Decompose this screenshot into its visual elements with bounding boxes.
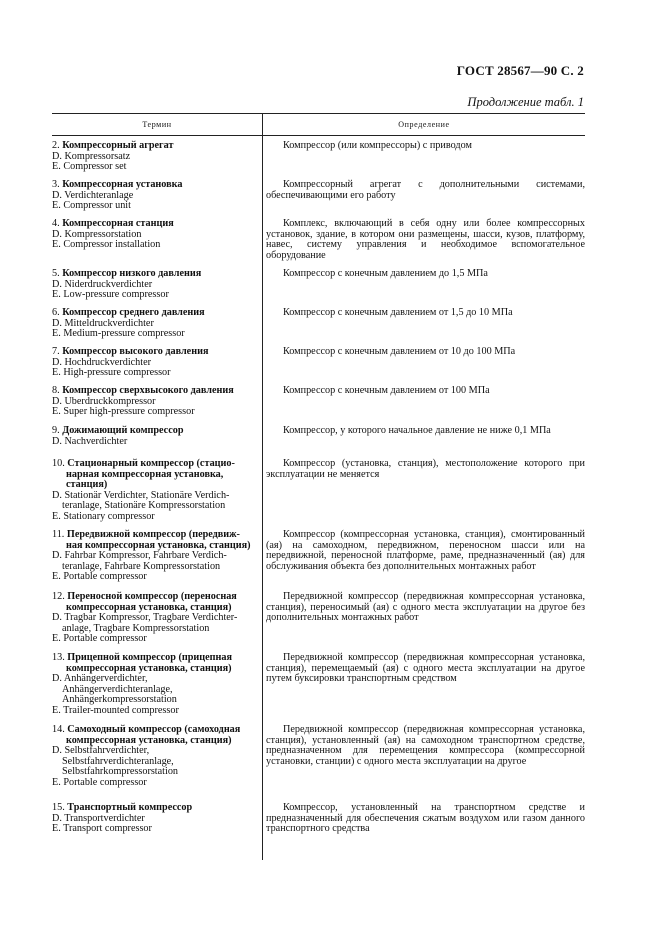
term-cell — [52, 459, 258, 523]
definition-text: Компрессор, у которого начальное давление не ниже 0,1 МПа — [283, 425, 551, 436]
term-german: D. Kompressorstation — [52, 228, 142, 240]
term-german: D. Tragbar Kompressor, Tragbare Verdichter- — [52, 612, 238, 624]
term-russian-text: Прицепной компрессор (прицепная — [67, 652, 233, 663]
table-row — [52, 426, 585, 447]
term-number: 10. — [52, 458, 65, 469]
term-number: 8. — [52, 385, 60, 396]
definition-text: Компрессор с конечным давлением от 100 МПа — [283, 385, 490, 396]
term-english: E. Transport compressor — [52, 823, 152, 835]
term-cell — [52, 725, 258, 789]
definition-cell — [266, 459, 585, 480]
term-russian-text: Компрессорная установка — [62, 179, 183, 190]
table-row — [52, 592, 585, 645]
term-german: D. Fahrbar Kompressor, Fahrbare Verdich- — [52, 550, 227, 562]
term-russian-text: Переносной компрессор (переносная — [67, 591, 237, 602]
term-russian — [52, 269, 258, 280]
term-russian — [52, 180, 258, 191]
term-russian-text: Компрессорный агрегат — [62, 140, 174, 151]
definition-text: Компрессор (установка, станция), местоположение которого при эксплуатации не меняется — [266, 458, 585, 480]
term-russian-text: Стационарный компрессор (стацио- — [67, 458, 235, 469]
term-german: D. Anhängerverdichter, — [52, 673, 148, 685]
term-number: 6. — [52, 307, 60, 318]
term-russian — [52, 803, 258, 814]
term-number: 12. — [52, 591, 65, 602]
table-row — [52, 308, 585, 340]
definition-text: Передвижной компрессор (передвижная компрессорная установка, станция), установленный (ая) на самоходном транспортном средстве, предназначенном для перемещения компрессора (компрессорной установки, станции) с одного места эксплуатации на другое — [266, 724, 585, 767]
term-german: anlage, Tragbare Kompressorstation — [62, 622, 210, 634]
term-german: D. Nachverdichter — [52, 435, 128, 447]
table-row — [52, 459, 585, 523]
definition-text: Компрессор, установленный на транспортном средстве и предназначенный для обеспечения сжатым воздухом или газом данного транспортного средства — [266, 802, 585, 835]
table-continuation-label: Продолжение табл. 1 — [467, 95, 584, 109]
term-number: 13. — [52, 652, 65, 663]
term-cell — [52, 530, 258, 583]
table-row — [52, 218, 585, 261]
term-english: E. Compressor installation — [52, 239, 161, 251]
term-english: E. Super high-pressure compressor — [52, 406, 195, 418]
term-german: D. Verdichteranlage — [52, 189, 134, 201]
definition-cell — [266, 308, 585, 319]
table-row — [52, 347, 585, 379]
table-row — [52, 180, 585, 212]
definition-cell — [266, 386, 585, 397]
term-german: teranlage, Fahrbare Kompressorstation — [62, 560, 221, 572]
definition-cell — [266, 725, 585, 767]
definition-text: Компрессорный агрегат с дополнительными системами, обеспечивающими его работу — [266, 179, 585, 201]
term-russian-text: Дожимающий компрессор — [62, 425, 184, 436]
term-german: D. Mitteldruckverdichter — [52, 317, 154, 329]
term-german: teranlage, Stationäre Kompressorstation — [62, 500, 226, 512]
term-german: Anhängerverdichteranlage, — [62, 683, 173, 695]
definition-cell — [266, 803, 585, 835]
term-russian — [52, 347, 258, 358]
term-russian-text: Компрессор сверхвысокого давления — [62, 385, 234, 396]
table-row — [52, 386, 585, 418]
term-cell — [52, 386, 258, 418]
term-german: Anhängerkompressorstation — [62, 694, 177, 706]
term-german: D. Stationär Verdichter, Stationäre Verdich- — [52, 489, 230, 501]
term-cell — [52, 269, 258, 301]
term-cell — [52, 803, 258, 835]
table-row — [52, 269, 585, 301]
definition-cell — [266, 180, 585, 201]
term-russian — [52, 426, 258, 437]
term-cell — [52, 141, 258, 173]
definition-text: Компрессор с конечным давлением от 1,5 до 10 МПа — [283, 307, 513, 318]
term-german: D. Uberdruckkompressor — [52, 395, 156, 407]
definition-text: Компрессор с конечным давлением до 1,5 МПа — [283, 268, 488, 279]
table-header — [52, 113, 585, 136]
term-number: 11. — [52, 529, 65, 540]
definition-cell — [266, 653, 585, 685]
term-german: Selbstfahrkompressorstation — [62, 766, 179, 778]
term-russian-text: Компрессор низкого давления — [62, 268, 202, 279]
term-english: E. Compressor set — [52, 161, 127, 173]
definition-cell — [266, 592, 585, 624]
term-english: E. Portable compressor — [52, 571, 147, 583]
term-english: E. Medium-pressure compressor — [52, 328, 185, 340]
term-german: Selbstfahrverdichteranlage, — [62, 755, 174, 767]
table-row — [52, 141, 585, 173]
term-russian-text: компрессорная установка, станция) — [66, 601, 232, 613]
definition-text: Комплекс, включающий в себя одну или более компрессорных установок, здание, в котором они размещены, шасси, кузов, платформу, навес, систему управления и необходимое вспомогательное оборудование — [266, 218, 585, 261]
definition-cell — [266, 347, 585, 358]
term-english: E. Compressor unit — [52, 200, 131, 212]
term-russian-text: компрессорная установка, станция) — [66, 662, 232, 674]
page-header: ГОСТ 28567—90 С. 2 — [456, 63, 584, 78]
table-row — [52, 653, 585, 717]
term-cell — [52, 592, 258, 645]
term-russian — [52, 141, 258, 152]
term-english: E. High-pressure compressor — [52, 367, 171, 379]
term-number: 7. — [52, 346, 60, 357]
term-cell — [52, 180, 258, 212]
term-german: D. Selbstfahrverdichter, — [52, 745, 150, 757]
term-russian — [52, 308, 258, 319]
term-cell — [52, 219, 258, 251]
term-english: E. Low-pressure compressor — [52, 289, 169, 301]
term-number: 14. — [52, 724, 65, 735]
term-number: 4. — [52, 218, 60, 229]
term-russian-text: Транспортный компрессор — [67, 802, 193, 813]
terms-table — [52, 113, 585, 860]
definition-text: Передвижной компрессор (передвижная компрессорная установка, станция), перемещаемый (ая) с одного места эксплуатации на другое путем буксировки транспортным средством — [266, 652, 585, 685]
term-german: D. Hochdruckverdichter — [52, 356, 152, 368]
definition-text: Компрессор (или компрессоры) с приводом — [283, 140, 472, 151]
table-row — [52, 803, 585, 835]
term-russian-text: станция) — [66, 479, 108, 491]
term-russian-text: Компрессорная станция — [62, 218, 174, 229]
term-russian-text: Передвижной компрессор (передвиж- — [66, 529, 240, 540]
term-english: E. Portable compressor — [52, 776, 147, 788]
term-cell — [52, 653, 258, 717]
term-number: 15. — [52, 802, 65, 813]
definition-cell — [266, 530, 585, 572]
definition-text: Передвижной компрессор (передвижная компрессорная установка, станция), переносимый (ая) с одного места эксплуатации на другое без дополнительных монтажных работ — [266, 591, 585, 624]
term-english: E. Stationary compressor — [52, 510, 155, 522]
term-english: E. Portable compressor — [52, 633, 147, 645]
definition-text: Компрессор с конечным давлением от 10 до 100 МПа — [283, 346, 516, 357]
table-body — [52, 136, 585, 860]
term-cell — [52, 308, 258, 340]
column-header-term: Термин — [52, 114, 263, 135]
definition-cell — [266, 269, 585, 280]
column-header-definition: Определение — [398, 120, 450, 129]
definition-cell — [266, 141, 585, 152]
table-row — [52, 725, 585, 789]
definition-cell — [266, 219, 585, 261]
term-german: D. Transportverdichter — [52, 812, 145, 824]
term-russian-text: ная компрессорная установка, станция) — [66, 539, 251, 551]
term-russian — [52, 386, 258, 397]
term-russian-text: компрессорная установка, станция) — [66, 734, 232, 746]
term-number: 3. — [52, 179, 60, 190]
term-russian-text: Компрессор высокого давления — [62, 346, 209, 357]
term-cell — [52, 347, 258, 379]
term-number: 5. — [52, 268, 60, 279]
term-english: E. Trailer-mounted compressor — [52, 704, 179, 716]
definition-cell — [266, 426, 585, 437]
table-row — [52, 530, 585, 583]
term-german: D. Kompressorsatz — [52, 150, 131, 162]
term-russian-text: нарная компрессорная установка, — [66, 468, 224, 480]
term-cell — [52, 426, 258, 447]
term-russian-text: Компрессор среднего давления — [62, 307, 205, 318]
term-german: D. Niderdruckverdichter — [52, 278, 153, 290]
term-russian-text: Самоходный компрессор (самоходная — [67, 724, 241, 735]
term-number: 9. — [52, 425, 60, 436]
definition-text: Компрессор (компрессорная установка, станция), смонтированный (ая) на самоходном, передвижном, переносном шасси или на передвижной, переносной платформе, раме, предназначенный (ая) для обслуживания объекта без дополнительных монтажных работ — [266, 529, 585, 572]
term-russian — [52, 219, 258, 230]
term-number: 2. — [52, 140, 60, 151]
